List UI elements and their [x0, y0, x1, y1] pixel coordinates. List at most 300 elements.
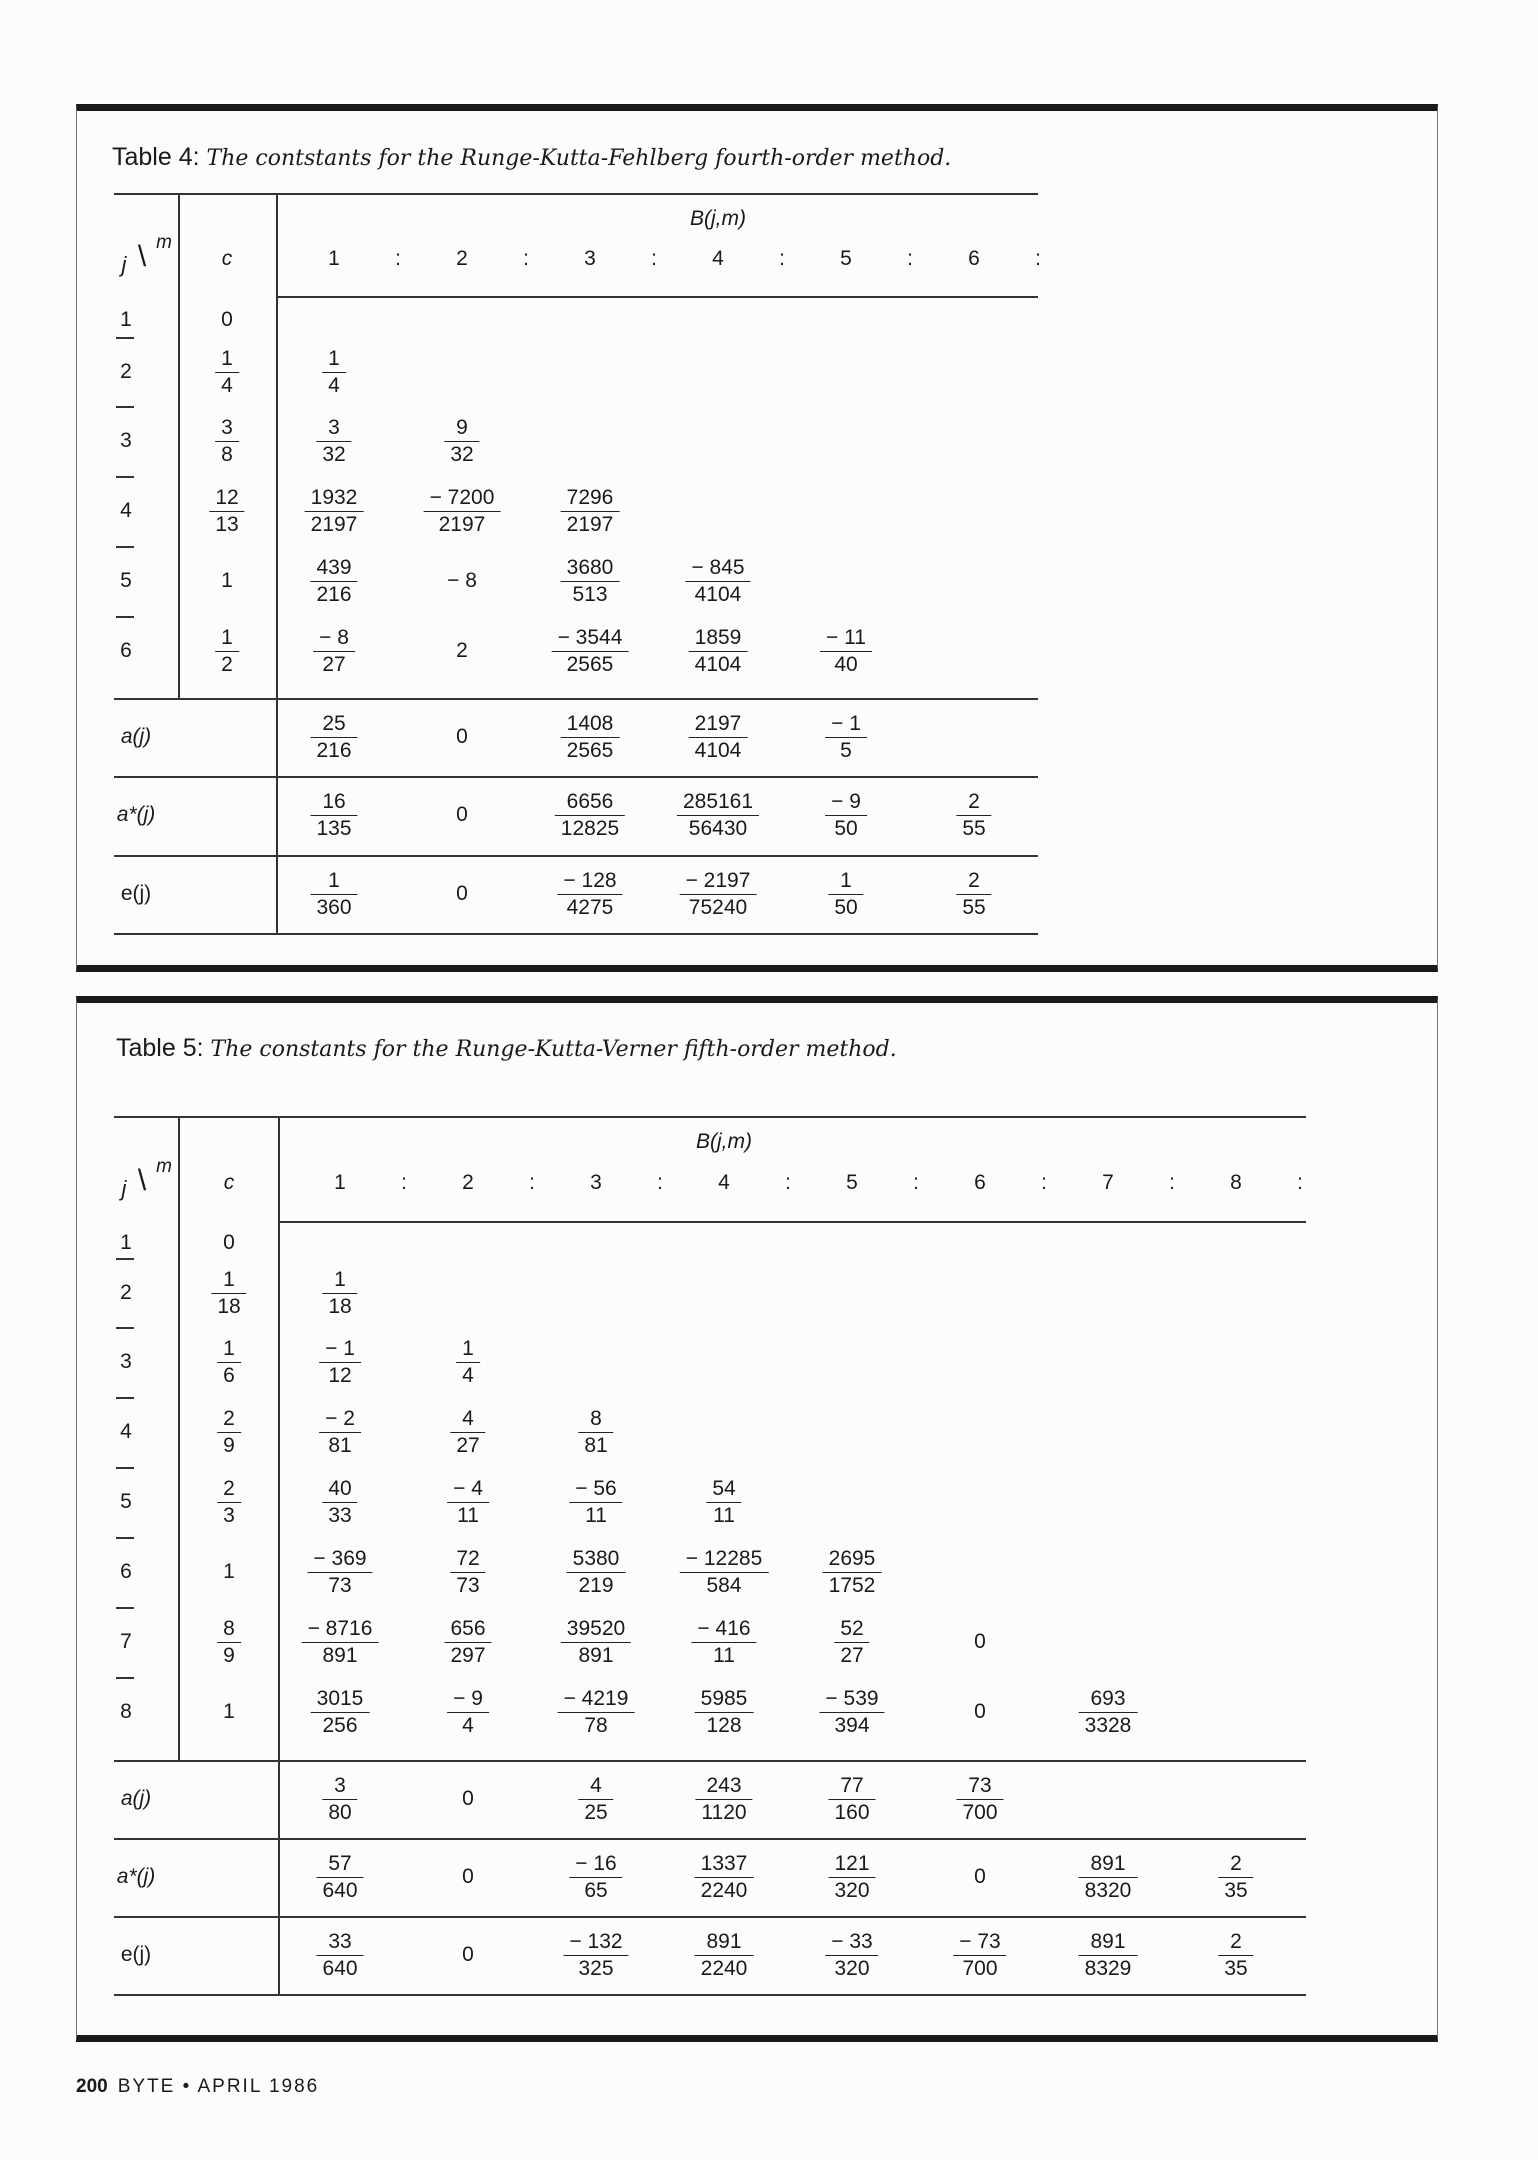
bottom-row-1-val-5	[828, 789, 864, 842]
denominator: 55	[956, 894, 991, 921]
denominator: 4104	[689, 651, 748, 678]
row-separator	[116, 1537, 134, 1539]
row-8-b5	[822, 1686, 881, 1739]
numerator: 77	[840, 1774, 864, 1797]
denominator: 8329	[1079, 1955, 1138, 1982]
row-5-c: 1	[221, 569, 233, 592]
bottom-row-0-val-1	[325, 1773, 354, 1826]
row-separator	[116, 1607, 134, 1609]
bottom-row-1-val-6	[959, 789, 988, 842]
bottom-row-2-val-7	[1082, 1929, 1135, 1982]
row-separator	[116, 476, 134, 478]
bottom-row-0-val-1	[313, 711, 354, 764]
numerator: − 33	[831, 1930, 873, 1953]
bottom-row-1-val-1	[313, 789, 354, 842]
bottom-row-2-val-8	[1221, 1929, 1250, 1982]
denominator: 35	[1218, 1877, 1253, 1904]
denominator: 160	[828, 1799, 875, 1826]
bottom-row-1-val-1	[319, 1851, 360, 1904]
bottom-row-0-val-2: 0	[456, 725, 468, 748]
row-6-label: 6	[120, 1560, 132, 1583]
row-4-b3	[564, 485, 617, 538]
row-separator	[116, 546, 134, 548]
header-m: m	[156, 232, 172, 253]
numerator: 1	[221, 347, 233, 370]
row-8-c: 1	[223, 1700, 235, 1723]
numerator: 5380	[572, 1547, 620, 1570]
numerator: 891	[706, 1930, 742, 1953]
denominator: 3328	[1079, 1712, 1138, 1739]
row-3-label: 3	[120, 429, 132, 452]
bottom-row-label-1: a*(j)	[116, 803, 156, 826]
denominator: 2197	[305, 511, 364, 538]
row-separator	[116, 406, 134, 408]
row-2-c	[218, 346, 236, 399]
denominator: 640	[316, 1877, 363, 1904]
bottom-rule	[114, 698, 1038, 700]
row-2-label: 2	[120, 360, 132, 383]
denominator: 1120	[695, 1799, 752, 1826]
denominator: 81	[319, 1432, 361, 1459]
numerator: 73	[968, 1774, 992, 1797]
row-6-b5	[823, 625, 869, 678]
numerator: 57	[328, 1852, 352, 1875]
numerator: − 2	[325, 1407, 355, 1430]
column-rule-c	[276, 193, 278, 933]
denominator: 73	[450, 1572, 485, 1599]
numerator: − 416	[697, 1617, 751, 1640]
header-col-separator: :	[529, 1171, 535, 1194]
numerator: 52	[840, 1617, 864, 1640]
denominator: 360	[310, 894, 357, 921]
row-6-b4	[692, 625, 745, 678]
header-col-3: 3	[584, 247, 596, 270]
row-1-label: 1	[120, 1231, 132, 1254]
numerator: 33	[328, 1930, 352, 1953]
row-6-label: 6	[120, 639, 132, 662]
numerator: − 9	[453, 1687, 483, 1710]
header-col-separator: :	[779, 247, 785, 270]
row-4-c	[212, 485, 241, 538]
row-3-label: 3	[120, 1350, 132, 1373]
row-6-c	[218, 625, 236, 678]
table-5-caption-text: The constants for the Runge-Kutta-Verner fifth-order method.	[210, 1037, 897, 1062]
header-col-separator: :	[401, 1171, 407, 1194]
denominator: 700	[953, 1955, 1006, 1982]
numerator: 4	[590, 1774, 602, 1797]
numerator: − 539	[825, 1687, 879, 1710]
header-col-1: 1	[328, 247, 340, 270]
header-col-separator: :	[1041, 1171, 1047, 1194]
denominator: 11	[706, 1502, 741, 1529]
denominator: 9	[217, 1432, 241, 1459]
header-bottom-rule	[278, 1221, 1306, 1223]
denominator: 8	[215, 441, 239, 468]
denominator: 73	[307, 1572, 372, 1599]
row-5-b1	[313, 555, 354, 608]
bottom-row-1-val-3	[572, 1851, 619, 1904]
header-c: c	[223, 1171, 235, 1194]
header-col-2: 2	[456, 247, 468, 270]
numerator: 1	[328, 347, 340, 370]
row-3-c	[218, 415, 236, 468]
denominator: 513	[561, 581, 620, 608]
numerator: 1	[334, 1268, 346, 1291]
denominator: 4	[456, 1362, 480, 1389]
bottom-row-2-val-6	[956, 1929, 1003, 1982]
bottom-row-label-1: a*(j)	[116, 1865, 156, 1888]
numerator: 2	[223, 1477, 235, 1500]
row-8-b1	[314, 1686, 367, 1739]
row-2-c	[214, 1267, 243, 1320]
denominator: 27	[834, 1642, 869, 1669]
header-top-rule	[276, 193, 1038, 195]
numerator: − 7200	[429, 486, 495, 509]
denominator: 325	[563, 1955, 628, 1982]
row-8-b6: 0	[974, 1700, 986, 1723]
numerator: 1	[328, 869, 340, 892]
row-7-b5	[837, 1616, 866, 1669]
bottom-row-0-val-5	[828, 711, 864, 764]
row-6-b3	[570, 1546, 623, 1599]
denominator: 18	[322, 1293, 357, 1320]
bottom-row-1-val-6: 0	[974, 1865, 986, 1888]
header-col-separator: :	[785, 1171, 791, 1194]
numerator: − 132	[569, 1930, 623, 1953]
header-col-separator: :	[913, 1171, 919, 1194]
header-col-6: 6	[974, 1171, 986, 1194]
numerator: − 16	[575, 1852, 617, 1875]
numerator: 8	[590, 1407, 602, 1430]
denominator: 891	[302, 1642, 379, 1669]
row-3-b1	[322, 1336, 358, 1389]
row-6-b3	[555, 625, 626, 678]
row-7-b6: 0	[974, 1630, 986, 1653]
numerator: − 1	[325, 1337, 355, 1360]
row-2-b1	[325, 1267, 354, 1320]
numerator: 4	[462, 1407, 474, 1430]
bottom-row-2-val-2: 0	[456, 882, 468, 905]
numerator: 7296	[566, 486, 614, 509]
row-separator	[116, 616, 134, 618]
row-separator	[116, 337, 134, 339]
header-col-separator: :	[657, 1171, 663, 1194]
table-4-caption-text: The contstants for the Runge-Kutta-Fehlberg fourth-order method.	[206, 146, 952, 171]
denominator: 81	[578, 1432, 613, 1459]
table-5-caption	[116, 1034, 897, 1063]
denominator: 80	[322, 1799, 357, 1826]
numerator: 5985	[700, 1687, 748, 1710]
header-m: m	[156, 1156, 172, 1177]
bottom-row-label-2: e(j)	[120, 882, 152, 905]
row-3-b1	[319, 415, 348, 468]
bottom-rule	[114, 855, 1038, 857]
numerator: − 369	[313, 1547, 367, 1570]
row-4-b2	[453, 1406, 482, 1459]
denominator: 640	[316, 1955, 363, 1982]
header-col-5: 5	[840, 247, 852, 270]
denominator: 2565	[552, 651, 629, 678]
denominator: 891	[561, 1642, 631, 1669]
row-4-b1	[322, 1406, 358, 1459]
bottom-row-2-val-6	[959, 868, 988, 921]
denominator: 1752	[823, 1572, 882, 1599]
denominator: 78	[558, 1712, 635, 1739]
row-4-b3	[581, 1406, 610, 1459]
bottom-row-label-2: e(j)	[120, 1943, 152, 1966]
row-6-b5	[826, 1546, 879, 1599]
bottom-row-0-val-3	[581, 1773, 610, 1826]
denominator: 2197	[424, 511, 501, 538]
header-left-rule	[114, 193, 276, 195]
bottom-row-1-val-3	[558, 789, 622, 842]
bottom-row-2-val-3	[566, 1929, 625, 1982]
denominator: 75240	[680, 894, 757, 921]
header-col-4: 4	[718, 1171, 730, 1194]
bottom-row-label-0: a(j)	[120, 1787, 152, 1810]
numerator: 1	[223, 1337, 235, 1360]
denominator: 8320	[1079, 1877, 1138, 1904]
row-2-label: 2	[120, 1281, 132, 1304]
bottom-row-0-val-6	[959, 1773, 1000, 1826]
numerator: 1859	[694, 626, 742, 649]
numerator: − 1	[831, 712, 861, 735]
header-col-separator: :	[1169, 1171, 1175, 1194]
row-5-b4	[688, 555, 747, 608]
numerator: − 4	[453, 1477, 483, 1500]
denominator: 4	[215, 372, 239, 399]
column-rule-j	[178, 1116, 180, 1760]
numerator: − 8	[319, 626, 349, 649]
header-col-6: 6	[968, 247, 980, 270]
bottom-row-0-val-3	[564, 711, 617, 764]
numerator: − 8716	[307, 1617, 373, 1640]
bottom-row-0-val-4	[692, 711, 745, 764]
bottom-row-0-val-5	[831, 1773, 872, 1826]
header-col-3: 3	[590, 1171, 602, 1194]
denominator: 4	[447, 1712, 489, 1739]
header-col-separator: :	[395, 247, 401, 270]
numerator: 40	[328, 1477, 352, 1500]
row-5-b3	[572, 1476, 619, 1529]
header-col-separator: :	[651, 247, 657, 270]
header-col-1: 1	[334, 1171, 346, 1194]
denominator: 33	[322, 1502, 357, 1529]
denominator: 27	[450, 1432, 485, 1459]
numerator: 2197	[694, 712, 742, 735]
numerator: − 2197	[685, 869, 751, 892]
numerator: 39520	[566, 1617, 626, 1640]
denominator: 2565	[561, 737, 620, 764]
row-5-label: 5	[120, 1490, 132, 1513]
numerator: 439	[316, 556, 352, 579]
numerator: − 4219	[563, 1687, 629, 1710]
denominator: 18	[211, 1293, 246, 1320]
numerator: − 845	[691, 556, 745, 579]
numerator: − 56	[575, 1477, 617, 1500]
row-separator	[116, 1258, 134, 1260]
table-4-caption	[112, 143, 951, 172]
denominator: 4	[322, 372, 346, 399]
numerator: 3015	[316, 1687, 364, 1710]
bottom-rule	[114, 776, 1038, 778]
header-col-8: 8	[1230, 1171, 1242, 1194]
table-bottom-rule	[114, 933, 1038, 935]
row-6-b2	[453, 1546, 482, 1599]
row-5-c	[220, 1476, 238, 1529]
page-footer	[76, 2076, 319, 2098]
row-6-b2: 2	[456, 639, 468, 662]
numerator: 1337	[700, 1852, 748, 1875]
denominator: 2197	[561, 511, 620, 538]
numerator: − 9	[831, 790, 861, 813]
row-7-b4	[694, 1616, 753, 1669]
numerator: − 11	[826, 626, 866, 649]
numerator: − 3544	[557, 626, 623, 649]
denominator: 320	[825, 1955, 878, 1982]
numerator: 3680	[566, 556, 614, 579]
row-6-c: 1	[223, 1560, 235, 1583]
bottom-row-1-val-7	[1082, 1851, 1135, 1904]
header-col-separator: :	[523, 247, 529, 270]
row-separator	[116, 1397, 134, 1399]
denominator: 65	[569, 1877, 622, 1904]
bottom-row-2-val-4	[698, 1929, 751, 1982]
header-backslash: \	[137, 240, 147, 273]
denominator: 256	[311, 1712, 370, 1739]
row-5-b1	[325, 1476, 354, 1529]
row-3-c	[220, 1336, 238, 1389]
denominator: 12	[319, 1362, 361, 1389]
denominator: 4104	[685, 581, 750, 608]
denominator: 4275	[557, 894, 622, 921]
denominator: 32	[444, 441, 479, 468]
denominator: 2240	[695, 1955, 754, 1982]
denominator: 394	[819, 1712, 884, 1739]
header-col-7: 7	[1102, 1171, 1114, 1194]
row-5-b3	[564, 555, 617, 608]
denominator: 135	[310, 815, 357, 842]
header-b: B(j,m)	[696, 1130, 752, 1153]
denominator: 35	[1218, 1955, 1253, 1982]
numerator: − 73	[959, 1930, 1001, 1953]
header-col-separator: :	[1297, 1171, 1303, 1194]
row-8-label: 8	[120, 1700, 132, 1723]
bottom-row-2-val-1	[313, 868, 354, 921]
bottom-row-1-val-2: 0	[462, 1865, 474, 1888]
row-1-c: 0	[223, 1231, 235, 1254]
numerator: 1932	[310, 486, 358, 509]
denominator: 5	[825, 737, 867, 764]
denominator: 13	[209, 511, 244, 538]
row-4-label: 4	[120, 499, 132, 522]
denominator: 2	[215, 651, 239, 678]
row-1-c: 0	[221, 308, 233, 331]
denominator: 12825	[555, 815, 625, 842]
denominator: 297	[444, 1642, 491, 1669]
denominator: 32	[316, 441, 351, 468]
header-left-rule	[114, 1116, 278, 1118]
row-5-label: 5	[120, 569, 132, 592]
row-7-label: 7	[120, 1630, 132, 1653]
denominator: 584	[680, 1572, 769, 1599]
numerator: 1	[221, 626, 233, 649]
row-5-b4	[709, 1476, 738, 1529]
bottom-rule	[114, 1760, 1306, 1762]
numerator: 693	[1090, 1687, 1126, 1710]
bottom-row-0-val-2: 0	[462, 1787, 474, 1810]
header-col-5: 5	[846, 1171, 858, 1194]
table-5-caption-label: Table 5:	[116, 1034, 204, 1062]
header-col-separator: :	[1035, 247, 1041, 270]
numerator: 656	[450, 1617, 486, 1640]
header-col-separator: :	[907, 247, 913, 270]
numerator: 3	[334, 1774, 346, 1797]
row-7-b3	[564, 1616, 628, 1669]
row-8-b7	[1082, 1686, 1135, 1739]
numerator: 72	[456, 1547, 480, 1570]
bottom-row-2-val-1	[319, 1929, 360, 1982]
bottom-row-0-val-4	[698, 1773, 749, 1826]
denominator: 56430	[677, 815, 759, 842]
denominator: 320	[828, 1877, 875, 1904]
header-j: j	[121, 1176, 127, 1201]
header-top-rule	[278, 1116, 1306, 1118]
denominator: 219	[567, 1572, 626, 1599]
page-number: 200	[76, 2076, 108, 2097]
bottom-row-1-val-4	[698, 1851, 751, 1904]
denominator: 11	[691, 1642, 756, 1669]
column-rule-j	[178, 193, 180, 700]
row-7-b1	[305, 1616, 376, 1669]
numerator: 1	[840, 869, 852, 892]
row-8-b2	[450, 1686, 486, 1739]
denominator: 216	[310, 737, 357, 764]
row-6-b1	[316, 625, 352, 678]
denominator: 50	[828, 894, 863, 921]
denominator: 11	[447, 1502, 489, 1529]
row-8-b3	[561, 1686, 632, 1739]
denominator: 27	[313, 651, 355, 678]
numerator: 2	[1230, 1852, 1242, 1875]
denominator: 216	[310, 581, 357, 608]
denominator: 6	[217, 1362, 241, 1389]
row-3-b2	[447, 415, 476, 468]
bottom-rule	[114, 1838, 1306, 1840]
header-b: B(j,m)	[690, 207, 746, 230]
denominator: 3	[217, 1502, 241, 1529]
numerator: 3	[328, 416, 340, 439]
row-4-c	[220, 1406, 238, 1459]
row-8-b4	[698, 1686, 751, 1739]
bottom-row-2-val-4	[683, 868, 754, 921]
numerator: 1	[223, 1268, 235, 1291]
row-1-label: 1	[120, 308, 132, 331]
bottom-row-2-val-5	[828, 1929, 875, 1982]
row-5-b2	[450, 1476, 486, 1529]
row-6-b4	[683, 1546, 766, 1599]
numerator: − 12285	[685, 1547, 763, 1570]
row-7-b2	[447, 1616, 488, 1669]
denominator: 128	[695, 1712, 754, 1739]
denominator: 55	[956, 815, 991, 842]
numerator: 25	[322, 712, 346, 735]
table-bottom-rule	[114, 1994, 1306, 1996]
header-col-4: 4	[712, 247, 724, 270]
numerator: 2	[968, 790, 980, 813]
column-rule-c	[278, 1116, 280, 1994]
header-c: c	[221, 247, 233, 270]
